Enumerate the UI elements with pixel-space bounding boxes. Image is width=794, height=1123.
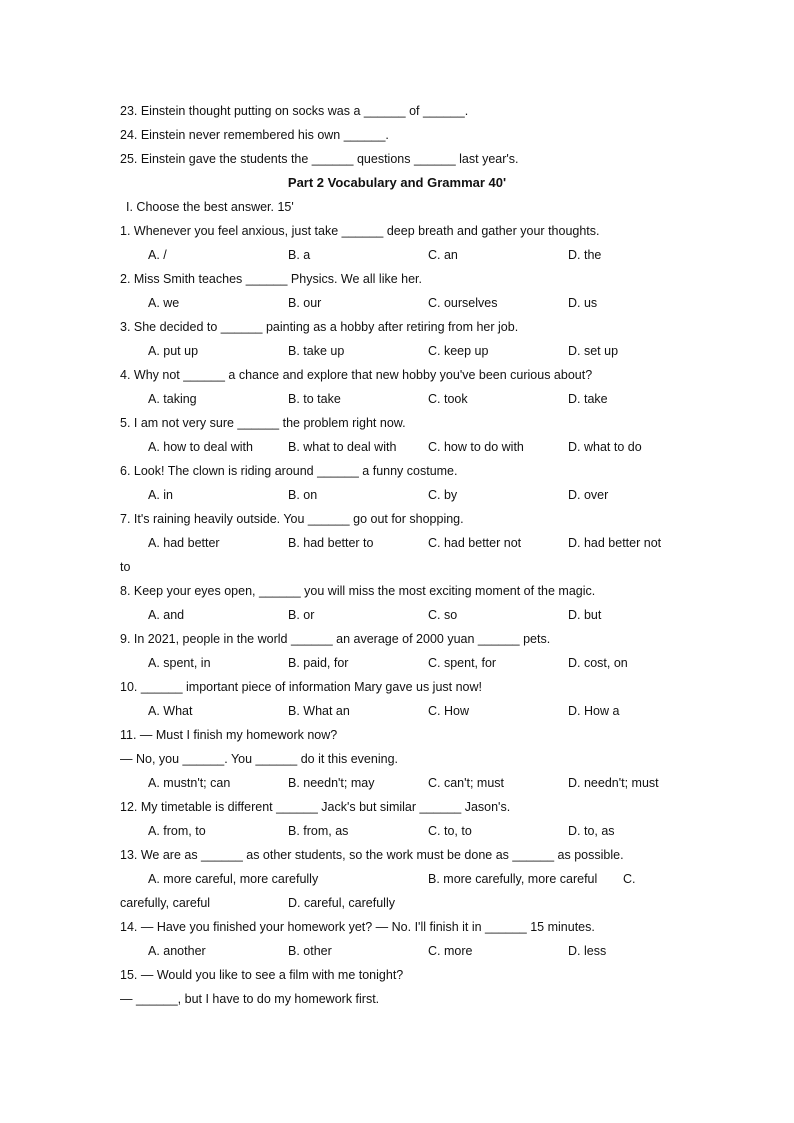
question-6-option-b[interactable]: B. on	[288, 488, 318, 502]
question-14-stem: 14. — Have you finished your homework yet? — No. I'll finish it in ______ 15 minutes.	[120, 920, 595, 934]
question-25: 25. Einstein gave the students the ______ questions ______ last year's.	[120, 152, 519, 166]
question-1-option-c[interactable]: C. an	[428, 248, 458, 262]
question-2-stem: 2. Miss Smith teaches ______ Physics. We all like her.	[120, 272, 422, 286]
question-2-option-d[interactable]: D. us	[568, 296, 598, 310]
question-6-option-d[interactable]: D. over	[568, 488, 609, 502]
question-13-option-c[interactable]: carefully, careful	[120, 896, 211, 910]
question-3-stem: 3. She decided to ______ painting as a hobby after retiring from her job.	[120, 320, 519, 334]
question-11-reply: — No, you ______. You ______ do it this evening.	[120, 752, 398, 766]
question-2-option-a[interactable]: A. we	[148, 296, 180, 310]
question-14-option-c[interactable]: C. more	[428, 944, 473, 958]
question-11-stem: 11. — Must I finish my homework now?	[120, 728, 338, 742]
question-10-option-b[interactable]: B. What an	[288, 704, 350, 718]
question-13-option-b[interactable]: B. more carefully, more careful	[428, 872, 598, 886]
question-4-option-c[interactable]: C. took	[428, 392, 468, 406]
question-10-option-c[interactable]: C. How	[428, 704, 469, 718]
question-7-option-c[interactable]: C. had better not	[428, 536, 522, 550]
question-11-option-c[interactable]: C. can't; must	[428, 776, 505, 790]
part-2-title: Part 2 Vocabulary and Grammar 40'	[287, 175, 507, 190]
question-4-option-a[interactable]: A. taking	[148, 392, 197, 406]
question-11-option-d[interactable]: D. needn't; must	[568, 776, 659, 790]
question-2-option-b[interactable]: B. our	[288, 296, 322, 310]
question-14-option-d[interactable]: D. less	[568, 944, 607, 958]
question-9-option-a[interactable]: A. spent, in	[148, 656, 211, 670]
question-8-option-d[interactable]: D. but	[568, 608, 602, 622]
question-9-option-c[interactable]: C. spent, for	[428, 656, 497, 670]
question-5-option-d[interactable]: D. what to do	[568, 440, 642, 454]
question-1-option-a[interactable]: A. /	[148, 248, 167, 262]
question-14-option-a[interactable]: A. another	[148, 944, 206, 958]
question-11-option-a[interactable]: A. mustn't; can	[148, 776, 231, 790]
question-12-option-a[interactable]: A. from, to	[148, 824, 206, 838]
question-13-stem: 13. We are as ______ as other students, so the work must be done as ______ as possible.	[120, 848, 624, 862]
question-6-stem: 6. Look! The clown is riding around ______ a funny costume.	[120, 464, 458, 478]
question-5-option-c[interactable]: C. how to do with	[428, 440, 524, 454]
question-8-option-b[interactable]: B. or	[288, 608, 315, 622]
question-3-option-c[interactable]: C. keep up	[428, 344, 489, 358]
question-1-stem: 1. Whenever you feel anxious, just take ______ deep breath and gather your thoughts.	[120, 224, 600, 238]
question-13-option-c-label[interactable]: C.	[623, 872, 636, 886]
question-3-option-d[interactable]: D. set up	[568, 344, 619, 358]
question-6-option-a[interactable]: A. in	[148, 488, 174, 502]
question-8-stem: 8. Keep your eyes open, ______ you will miss the most exciting moment of the magic.	[120, 584, 596, 598]
question-11-option-b[interactable]: B. needn't; may	[288, 776, 375, 790]
question-8-option-c[interactable]: C. so	[428, 608, 458, 622]
question-8-option-a[interactable]: A. and	[148, 608, 185, 622]
question-13-option-d[interactable]: D. careful, carefully	[288, 896, 395, 910]
question-3-option-a[interactable]: A. put up	[148, 344, 199, 358]
question-7-option-a[interactable]: A. had better	[148, 536, 220, 550]
question-12-option-c[interactable]: C. to, to	[428, 824, 472, 838]
question-24: 24. Einstein never remembered his own ______.	[120, 128, 389, 142]
question-4-option-b[interactable]: B. to take	[288, 392, 341, 406]
question-15-stem: 15. — Would you like to see a film with me tonight?	[120, 968, 404, 982]
question-1-option-b[interactable]: B. a	[288, 248, 311, 262]
question-10-option-a[interactable]: A. What	[148, 704, 193, 718]
question-5-option-a[interactable]: A. how to deal with	[148, 440, 253, 454]
question-10-option-d[interactable]: D. How a	[568, 704, 620, 718]
question-7-stem: 7. It's raining heavily outside. You ______ go out for shopping.	[120, 512, 464, 526]
question-3-option-b[interactable]: B. take up	[288, 344, 345, 358]
question-13-option-a[interactable]: A. more careful, more carefully	[148, 872, 319, 886]
question-2-option-c[interactable]: C. ourselves	[428, 296, 498, 310]
question-12-stem: 12. My timetable is different ______ Jack's but similar ______ Jason's.	[120, 800, 511, 814]
question-5-stem: 5. I am not very sure ______ the problem right now.	[120, 416, 406, 430]
section-1-title: I. Choose the best answer. 15'	[126, 200, 294, 214]
question-4-option-d[interactable]: D. take	[568, 392, 608, 406]
question-12-option-b[interactable]: B. from, as	[288, 824, 349, 838]
question-7-option-d[interactable]: D. had better not	[568, 536, 662, 550]
question-9-stem: 9. In 2021, people in the world ______ an average of 2000 yuan ______ pets.	[120, 632, 551, 646]
question-23: 23. Einstein thought putting on socks was a ______ of ______.	[120, 104, 469, 118]
question-14-option-b[interactable]: B. other	[288, 944, 332, 958]
question-6-option-c[interactable]: C. by	[428, 488, 458, 502]
question-4-stem: 4. Why not ______ a chance and explore that new hobby you've been curious about?	[120, 368, 593, 382]
question-1-option-d[interactable]: D. the	[568, 248, 602, 262]
question-9-option-d[interactable]: D. cost, on	[568, 656, 628, 670]
question-7-option-d-wrap: to	[120, 560, 131, 574]
question-15-reply: — ______, but I have to do my homework first.	[120, 992, 380, 1006]
question-12-option-d[interactable]: D. to, as	[568, 824, 615, 838]
question-9-option-b[interactable]: B. paid, for	[288, 656, 349, 670]
question-5-option-b[interactable]: B. what to deal with	[288, 440, 397, 454]
question-7-option-b[interactable]: B. had better to	[288, 536, 374, 550]
question-10-stem: 10. ______ important piece of information Mary gave us just now!	[120, 680, 483, 694]
